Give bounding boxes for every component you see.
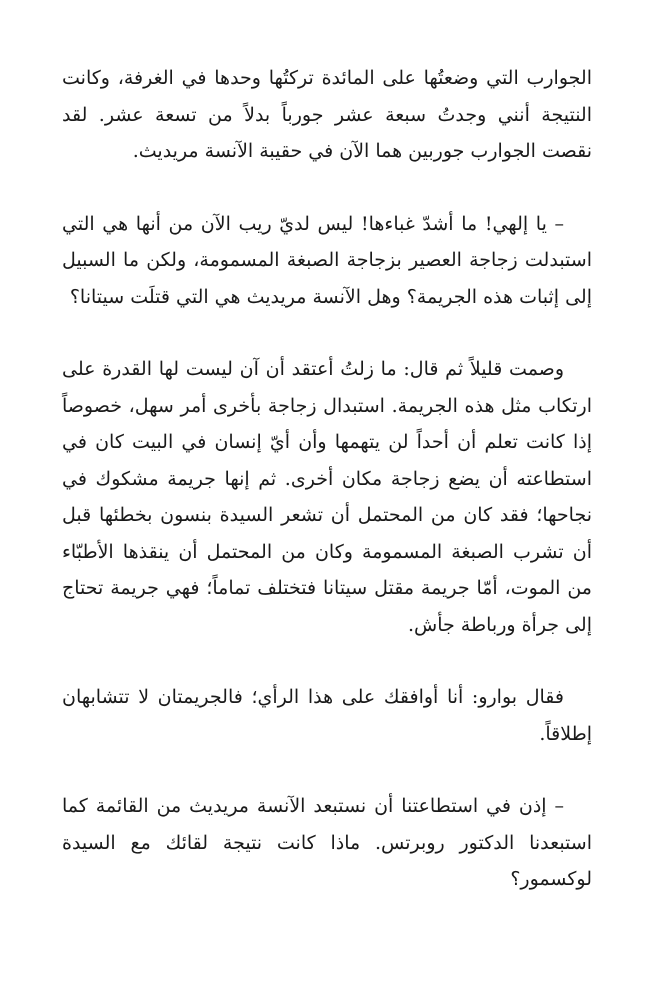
paragraph-4: فقال بوارو: أنا أوافقك على هذا الرأي؛ فالجريمتان لا تتشابهان إطلاقاً.	[62, 686, 592, 745]
paragraph-1: الجوارب التي وضعتُها على المائدة تركتُها وحدها في الغرفة، وكانت النتيجة أنني وجدتُ سبعة عشر جورباً بدلاً من تسعة عشر. لقد نقصت الجوارب جوربين هما الآن في حقيبة الآنسة مريديث.	[62, 67, 592, 162]
paragraph-2: – يا إلهي! ما أشدّ غباءها! ليس لديّ ريب الآن من أنها هي التي استبدلت زجاجة العصير بزجاجة الصبغة المسمومة، ولكن ما السبيل إلى إثبات هذه الجريمة؟ وهل الآنسة مريديث هي التي قتلَت سيتانا؟	[62, 212, 592, 308]
paragraph-3: وصمت قليلاً ثم قال: ما زلتُ أعتقد أن آن ليست لها القدرة على ارتكاب مثل هذه الجريمة. استبدال زجاجة بأخرى أمر سهل، خصوصاً إذا كانت تعلم أن أحداً لن يتهمها وأن أيّ إنسان في البيت كان في استطاعته أن يضع زجاجة مكان أخرى. ثم إنها جريمة مشكوك في نجاحها؛ فقد كان من المحتمل أن تشعر السيدة بنسون بخطئها قبل أن تشرب الصبغة المسمومة وكان من المحتمل أن ينقذها الأطبّاء من الموت، أمّا جريمة مقتل سيتانا فتختلف تماماً؛ فهي جريمة تحتاج إلى جرأة ورباطة جأش.	[62, 358, 592, 636]
page-text	[62, 60, 592, 898]
paragraph-5: – إذن في استطاعتنا أن نستبعد الآنسة مريديث من القائمة كما استبعدنا الدكتور روبرتس. ماذا كانت نتيجة لقائك مع السيدة لوكسمور؟	[62, 795, 592, 890]
